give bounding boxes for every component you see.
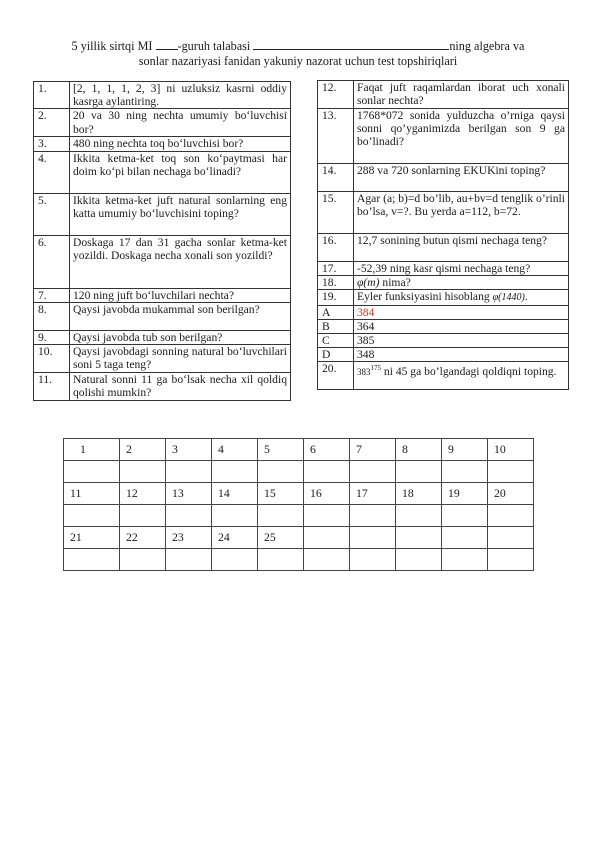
grid-number: 10 [488, 439, 534, 461]
name-blank[interactable] [253, 38, 449, 50]
answer-cell[interactable] [442, 461, 488, 483]
grid-number: 5 [258, 439, 304, 461]
answer-cell[interactable] [166, 549, 212, 571]
question-number: 9. [34, 330, 70, 344]
answer-cell[interactable] [166, 461, 212, 483]
grid-number-row [64, 527, 534, 549]
grid-number: 3 [166, 439, 212, 461]
option-row [318, 305, 569, 319]
answer-cell[interactable] [488, 505, 534, 527]
answer-cell[interactable] [258, 505, 304, 527]
question-row [318, 362, 569, 390]
question-number: 11. [34, 373, 70, 401]
grid-number [396, 527, 442, 549]
answer-cell[interactable] [304, 461, 350, 483]
answer-cell[interactable] [396, 461, 442, 483]
answer-cell[interactable] [350, 549, 396, 571]
question-row [34, 288, 291, 302]
grid-number: 21 [64, 527, 120, 549]
question-row [318, 164, 569, 192]
grid-number: 1 [64, 439, 120, 461]
question-row [34, 137, 291, 151]
question-number: 4. [34, 151, 70, 193]
question-number: 17. [318, 262, 354, 276]
question-number: 12. [318, 81, 354, 109]
q20-base: 383 [357, 367, 371, 378]
grid-number-row [64, 439, 534, 461]
question-text [354, 362, 569, 390]
grid-number: 17 [350, 483, 396, 505]
question-text: 12,7 sonining butun qismi nechaga teng? [354, 234, 569, 262]
option-value: 385 [354, 334, 569, 348]
question-number: 3. [34, 137, 70, 151]
answer-cell[interactable] [120, 461, 166, 483]
grid-number: 12 [120, 483, 166, 505]
question-row [318, 81, 569, 109]
grid-answer-row [64, 549, 534, 571]
right-questions-table [317, 80, 569, 390]
header-suffix: ning algebra va [449, 39, 525, 53]
q19-text: Eyler funksiyasini hisoblang [357, 290, 493, 304]
option-letter: A [318, 305, 354, 319]
question-text [354, 276, 569, 290]
question-text: 20 va 30 ning nechta umumiy bo‘luvchisi bor? [70, 109, 291, 137]
question-number: 6. [34, 235, 70, 288]
grid-number [488, 527, 534, 549]
question-text: Natural sonni 11 ga bo‘lsak necha xil qoldiq qolishi mumkin? [70, 373, 291, 401]
answer-cell[interactable] [212, 461, 258, 483]
grid-number: 16 [304, 483, 350, 505]
question-row [34, 302, 291, 330]
answer-cell[interactable] [64, 461, 120, 483]
question-text: Qaysi javobda tub son berilgan? [70, 330, 291, 344]
q20-text: ni 45 ga bo’lgandagi qoldiqni toping. [381, 365, 557, 379]
question-number: 2. [34, 109, 70, 137]
question-number: 14. [318, 164, 354, 192]
grid-number: 13 [166, 483, 212, 505]
grid-answer-row [64, 461, 534, 483]
option-row [318, 319, 569, 333]
answer-cell[interactable] [396, 505, 442, 527]
grid-number: 8 [396, 439, 442, 461]
left-questions-table [33, 81, 291, 401]
grid-number: 19 [442, 483, 488, 505]
header-line2: sonlar nazariyasi fanidan yakuniy nazorat uchun test topshiriqlari [138, 54, 458, 68]
question-row [34, 345, 291, 373]
grid-number: 24 [212, 527, 258, 549]
question-number: 8. [34, 302, 70, 330]
question-number: 1. [34, 82, 70, 109]
option-letter: D [318, 348, 354, 362]
answer-cell[interactable] [212, 549, 258, 571]
grid-number: 14 [212, 483, 258, 505]
question-text [354, 290, 569, 305]
question-number: 13. [318, 109, 354, 164]
question-row [34, 193, 291, 235]
answer-cell[interactable] [304, 505, 350, 527]
grid-number: 11 [64, 483, 120, 505]
answer-cell[interactable] [258, 549, 304, 571]
question-number: 10. [34, 345, 70, 373]
header [0, 38, 596, 69]
answer-grid [63, 438, 534, 571]
header-mid: -guruh talabasi [177, 39, 254, 53]
answer-cell[interactable] [120, 505, 166, 527]
question-text: 288 va 720 sonlarning EKUKini toping? [354, 164, 569, 192]
answer-cell[interactable] [350, 505, 396, 527]
question-text: Qaysi javobdagi sonning natural bo‘luvchilari soni 5 taga teng? [70, 345, 291, 373]
group-blank[interactable] [156, 38, 178, 50]
grid-number: 25 [258, 527, 304, 549]
option-row [318, 334, 569, 348]
answer-cell[interactable] [442, 505, 488, 527]
question-text: Doskaga 17 dan 31 gacha sonlar ketma-ket yozildi. Doskaga necha xonali son yozildi? [70, 235, 291, 288]
grid-number: 15 [258, 483, 304, 505]
header-line1 [0, 38, 596, 54]
option-letter: B [318, 319, 354, 333]
question-number: 7. [34, 288, 70, 302]
grid-answer-row [64, 505, 534, 527]
option-row [318, 348, 569, 362]
answer-cell[interactable] [212, 505, 258, 527]
question-row [34, 151, 291, 193]
answer-cell[interactable] [304, 549, 350, 571]
option-value-correct: 384 [354, 305, 569, 319]
answer-cell[interactable] [488, 461, 534, 483]
grid-number: 9 [442, 439, 488, 461]
answer-cell[interactable] [442, 549, 488, 571]
question-text: Ikkita ketma-ket juft natural sonlarning eng katta umumiy bo‘luvchisini toping? [70, 193, 291, 235]
question-number: 5. [34, 193, 70, 235]
question-row [318, 234, 569, 262]
question-row [318, 290, 569, 305]
grid-number: 20 [488, 483, 534, 505]
answer-cell[interactable] [64, 549, 120, 571]
answer-cell[interactable] [350, 461, 396, 483]
question-number: 15. [318, 192, 354, 234]
grid-number: 7 [350, 439, 396, 461]
question-row [318, 276, 569, 290]
question-text: 1768*072 sonida yulduzcha o’rniga qaysi sonni qo’yganimizda berilgan son 9 ga bo’linadi? [354, 109, 569, 164]
question-text: 120 ning juft bo‘luvchilari nechta? [70, 288, 291, 302]
question-text: -52,39 ning kasr qismi nechaga teng? [354, 262, 569, 276]
grid-number: 22 [120, 527, 166, 549]
q18-text: nima? [379, 276, 411, 290]
question-row [318, 262, 569, 276]
grid-number-row [64, 483, 534, 505]
question-number: 16. [318, 234, 354, 262]
question-row [34, 109, 291, 137]
answer-cell[interactable] [64, 505, 120, 527]
grid-number [442, 527, 488, 549]
question-row [318, 109, 569, 164]
option-value: 364 [354, 319, 569, 333]
question-row [34, 330, 291, 344]
q19-end: . [524, 290, 528, 304]
option-letter: C [318, 334, 354, 348]
question-number: 20. [318, 362, 354, 390]
grid-number [350, 527, 396, 549]
grid-number: 2 [120, 439, 166, 461]
grid-number: 18 [396, 483, 442, 505]
phi-1440-formula: φ(1440) [492, 292, 525, 304]
question-number: 19. [318, 290, 354, 305]
grid-number [304, 527, 350, 549]
question-row [318, 192, 569, 234]
question-number: 18. [318, 276, 354, 290]
question-text: 480 ning nechta toq bo‘luvchisi bor? [70, 137, 291, 151]
question-row [34, 373, 291, 401]
option-value: 348 [354, 348, 569, 362]
grid-number: 23 [166, 527, 212, 549]
q20-exponent: 175 [370, 364, 381, 373]
answer-cell[interactable] [258, 461, 304, 483]
question-text: Ikkita ketma-ket toq son ko‘paytmasi har doim ko‘pi bilan nechaga bo‘linadi? [70, 151, 291, 193]
answer-cell[interactable] [396, 549, 442, 571]
phi-m-formula: φ(m) [357, 276, 380, 290]
question-text: Qaysi javobda mukammal son berilgan? [70, 302, 291, 330]
grid-number: 4 [212, 439, 258, 461]
question-text: [2, 1, 1, 1, 2, 3] ni uzluksiz kasrni oddiy kasrga aylantiring. [70, 82, 291, 109]
header-prefix: 5 yillik sirtqi MI [71, 39, 156, 53]
grid-number: 6 [304, 439, 350, 461]
question-text: Faqat juft raqamlardan iborat uch xonali sonlar nechta? [354, 81, 569, 109]
question-row [34, 235, 291, 288]
answer-cell[interactable] [488, 549, 534, 571]
answer-cell[interactable] [166, 505, 212, 527]
question-text: Agar (a; b)=d bo’lib, au+bv=d tenglik o’rinli bo’lsa, v=?. Bu yerda a=112, b=72. [354, 192, 569, 234]
answer-cell[interactable] [120, 549, 166, 571]
question-row [34, 82, 291, 109]
